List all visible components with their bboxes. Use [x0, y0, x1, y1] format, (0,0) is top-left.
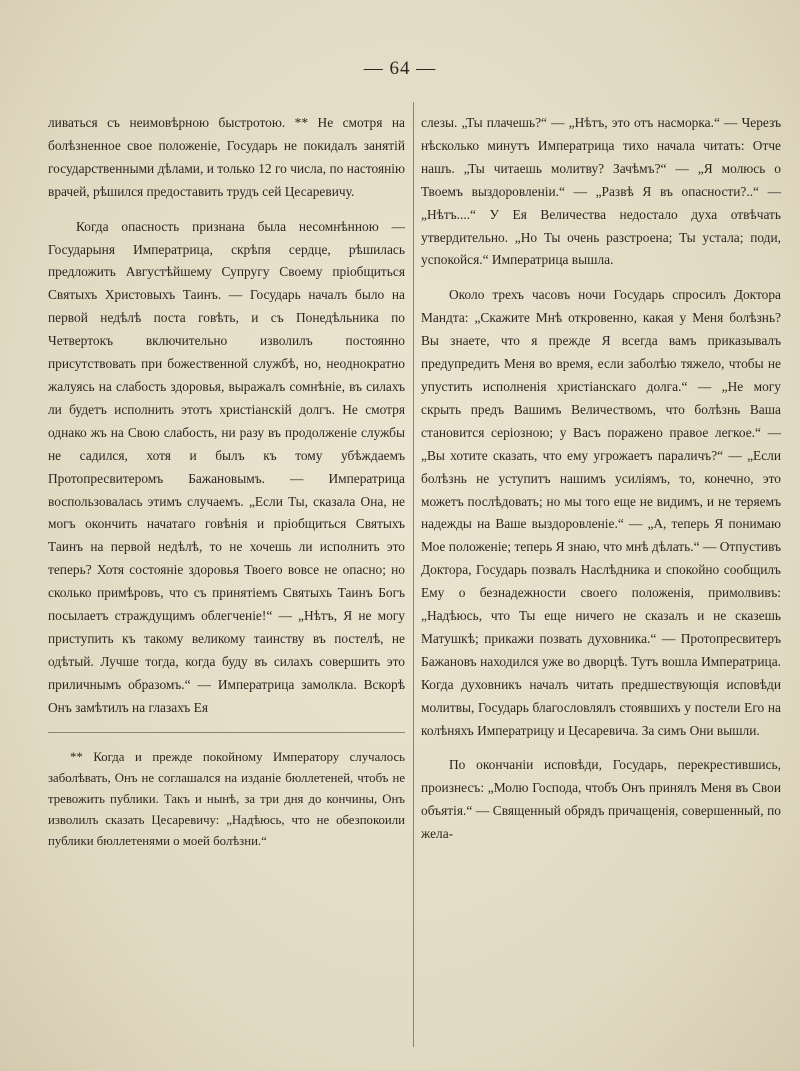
column-divider — [413, 102, 414, 1047]
footnote: ** Когда и прежде покойному Императору случалось заболѣвать, Онъ не соглашался на изданіе бюллетеней, чтобъ не тревожить публики. Такъ и нынѣ, за три дня до кончины, Онъ изволилъ сказать Цесаревичу: „Надѣюсь, что не обезпокоили публики бюллетенями о моей болѣзни.“ — [48, 749, 405, 848]
left-column — [48, 112, 405, 864]
page-number: — 64 — — [363, 58, 437, 79]
right-paragraph-2: Около трехъ часовъ ночи Государь спросилъ Доктора Мандта: „Скажите Мнѣ откровенно, какая у Меня болѣзнь? Вы знаете, что я прежде Я всегда вамъ приказывалъ предупредить Меня во время, если заболѣю тяжело, чтобы не упустить исполненія христіанскаго долга.“ — „Не могу скрыть предъ Вашимъ Величествомъ, что болѣзнь Ваша становится серіозною; у Васъ поражено правое легкое.“ — „Вы хотите сказать, что ему угрожаетъ параличъ?“ — „Если болѣзнь не уступитъ нашимъ усиліямъ, то, конечно, это можетъ послѣдовать; но мы того еще не видимъ, и не теряемъ надежды на Ваше выздоровленіе.“ — „А, теперь Я понимаю Мое положеніе; теперь Я знаю, что мнѣ дѣлать.“ — Отпустивъ Доктора, Государь позвалъ Наслѣдника и спокойно сообщилъ Ему о безнадежности своего положенія, примолвивъ: „Надѣюсь, что Ты еще ничего не сказалъ и не сказешь Матушкѣ; прикажи позвать духовника.“ — Протопресвитеръ Бажановъ находился уже во дворцѣ. Тутъ вошла Императрица. Когда духовникъ началъ читать предшествующія исповѣди молитвы, Государь благословлялъ стоявшихъ у постели Его на колѣняхъ Императрицу и Цесаревича. За симъ Они вышли. — [421, 287, 781, 738]
right-paragraph-1: слезы. „Ты плачешь?“ — „Нѣтъ, это отъ насморка.“ — Черезъ нѣсколько минутъ Императрица тихо начала читать: Отче нашъ. „Ты читаешь молитву? Зачѣмъ?“ — „Я молюсь о Твоемъ выздоровленіи.“ — „Развѣ Я въ опасности?..“ — „Нѣтъ....“ У Ея Величества недостало духа отвѣчать утвердительно. „Но Ты очень разстроена; Ты устала; поди, успокойся.“ Императрица вышла. — [421, 115, 781, 268]
right-column — [421, 112, 781, 858]
left-paragraph-1: ливаться съ неимовѣрною быстротою. ** Не смотря на болѣзненное свое положеніе, Государь не покидалъ занятій государственными дѣлами, и только 12 го числа, по настоянію врачей, рѣшился предоставить трудъ сей Цесаревичу. — [48, 115, 405, 199]
right-paragraph-3: По окончаніи исповѣди, Государь, перекрестившись, произнесъ: „Молю Господа, чтобъ Онъ принялъ Меня въ Свои объятія.“ — Священный обрядъ причащенія, совершенный, по жела- — [421, 757, 781, 842]
footnote-divider — [48, 732, 405, 733]
left-paragraph-2: Когда опасность признана была несомнѣнною — Государыня Императрица, скрѣпя сердце, рѣшилась предложить Августѣйшему Супругу Своему пріобщиться Святыхъ Христовыхъ Таинъ. — Государь началъ было на первой недѣлѣ поста говѣть, и съ Понедѣльника по Четвертокъ включительно изволилъ постоянно присутствовать при божественной службѣ, но, неоднократно жалуясь на слабость здоровья, выражалъ сомнѣніе, въ силахъ ли будетъ исполнить этотъ христіанскій долгъ. Не смотря однако жъ на Свою слабость, ни разу въ продолженіе службы не садился, хотя и былъ къ тому убѣждаемъ Протопресвитеромъ Бажановымъ. — Императрица воспользовалась этимъ случаемъ. „Если Ты, сказала Она, не могъ окончить начатаго говѣнія и пріобщиться Святыхъ Таинъ на первой недѣлѣ, то не хочешь ли исполнить это теперь? Хотя состояніе здоровья Твоего вовсе не опасно; но сколько примѣровъ, что съ принятіемъ Святыхъ Таинъ Богъ посылаетъ страждущимъ облегченіе!“ — „Нѣтъ, Я не могу приступить къ такому великому таинству въ постелѣ, не одѣтый. Лучше тогда, когда буду въ силахъ совершить это приличнымъ образомъ.“ — Императрица замолкла. Вскорѣ Онъ замѣтилъ на глазахъ Ея — [48, 218, 405, 715]
